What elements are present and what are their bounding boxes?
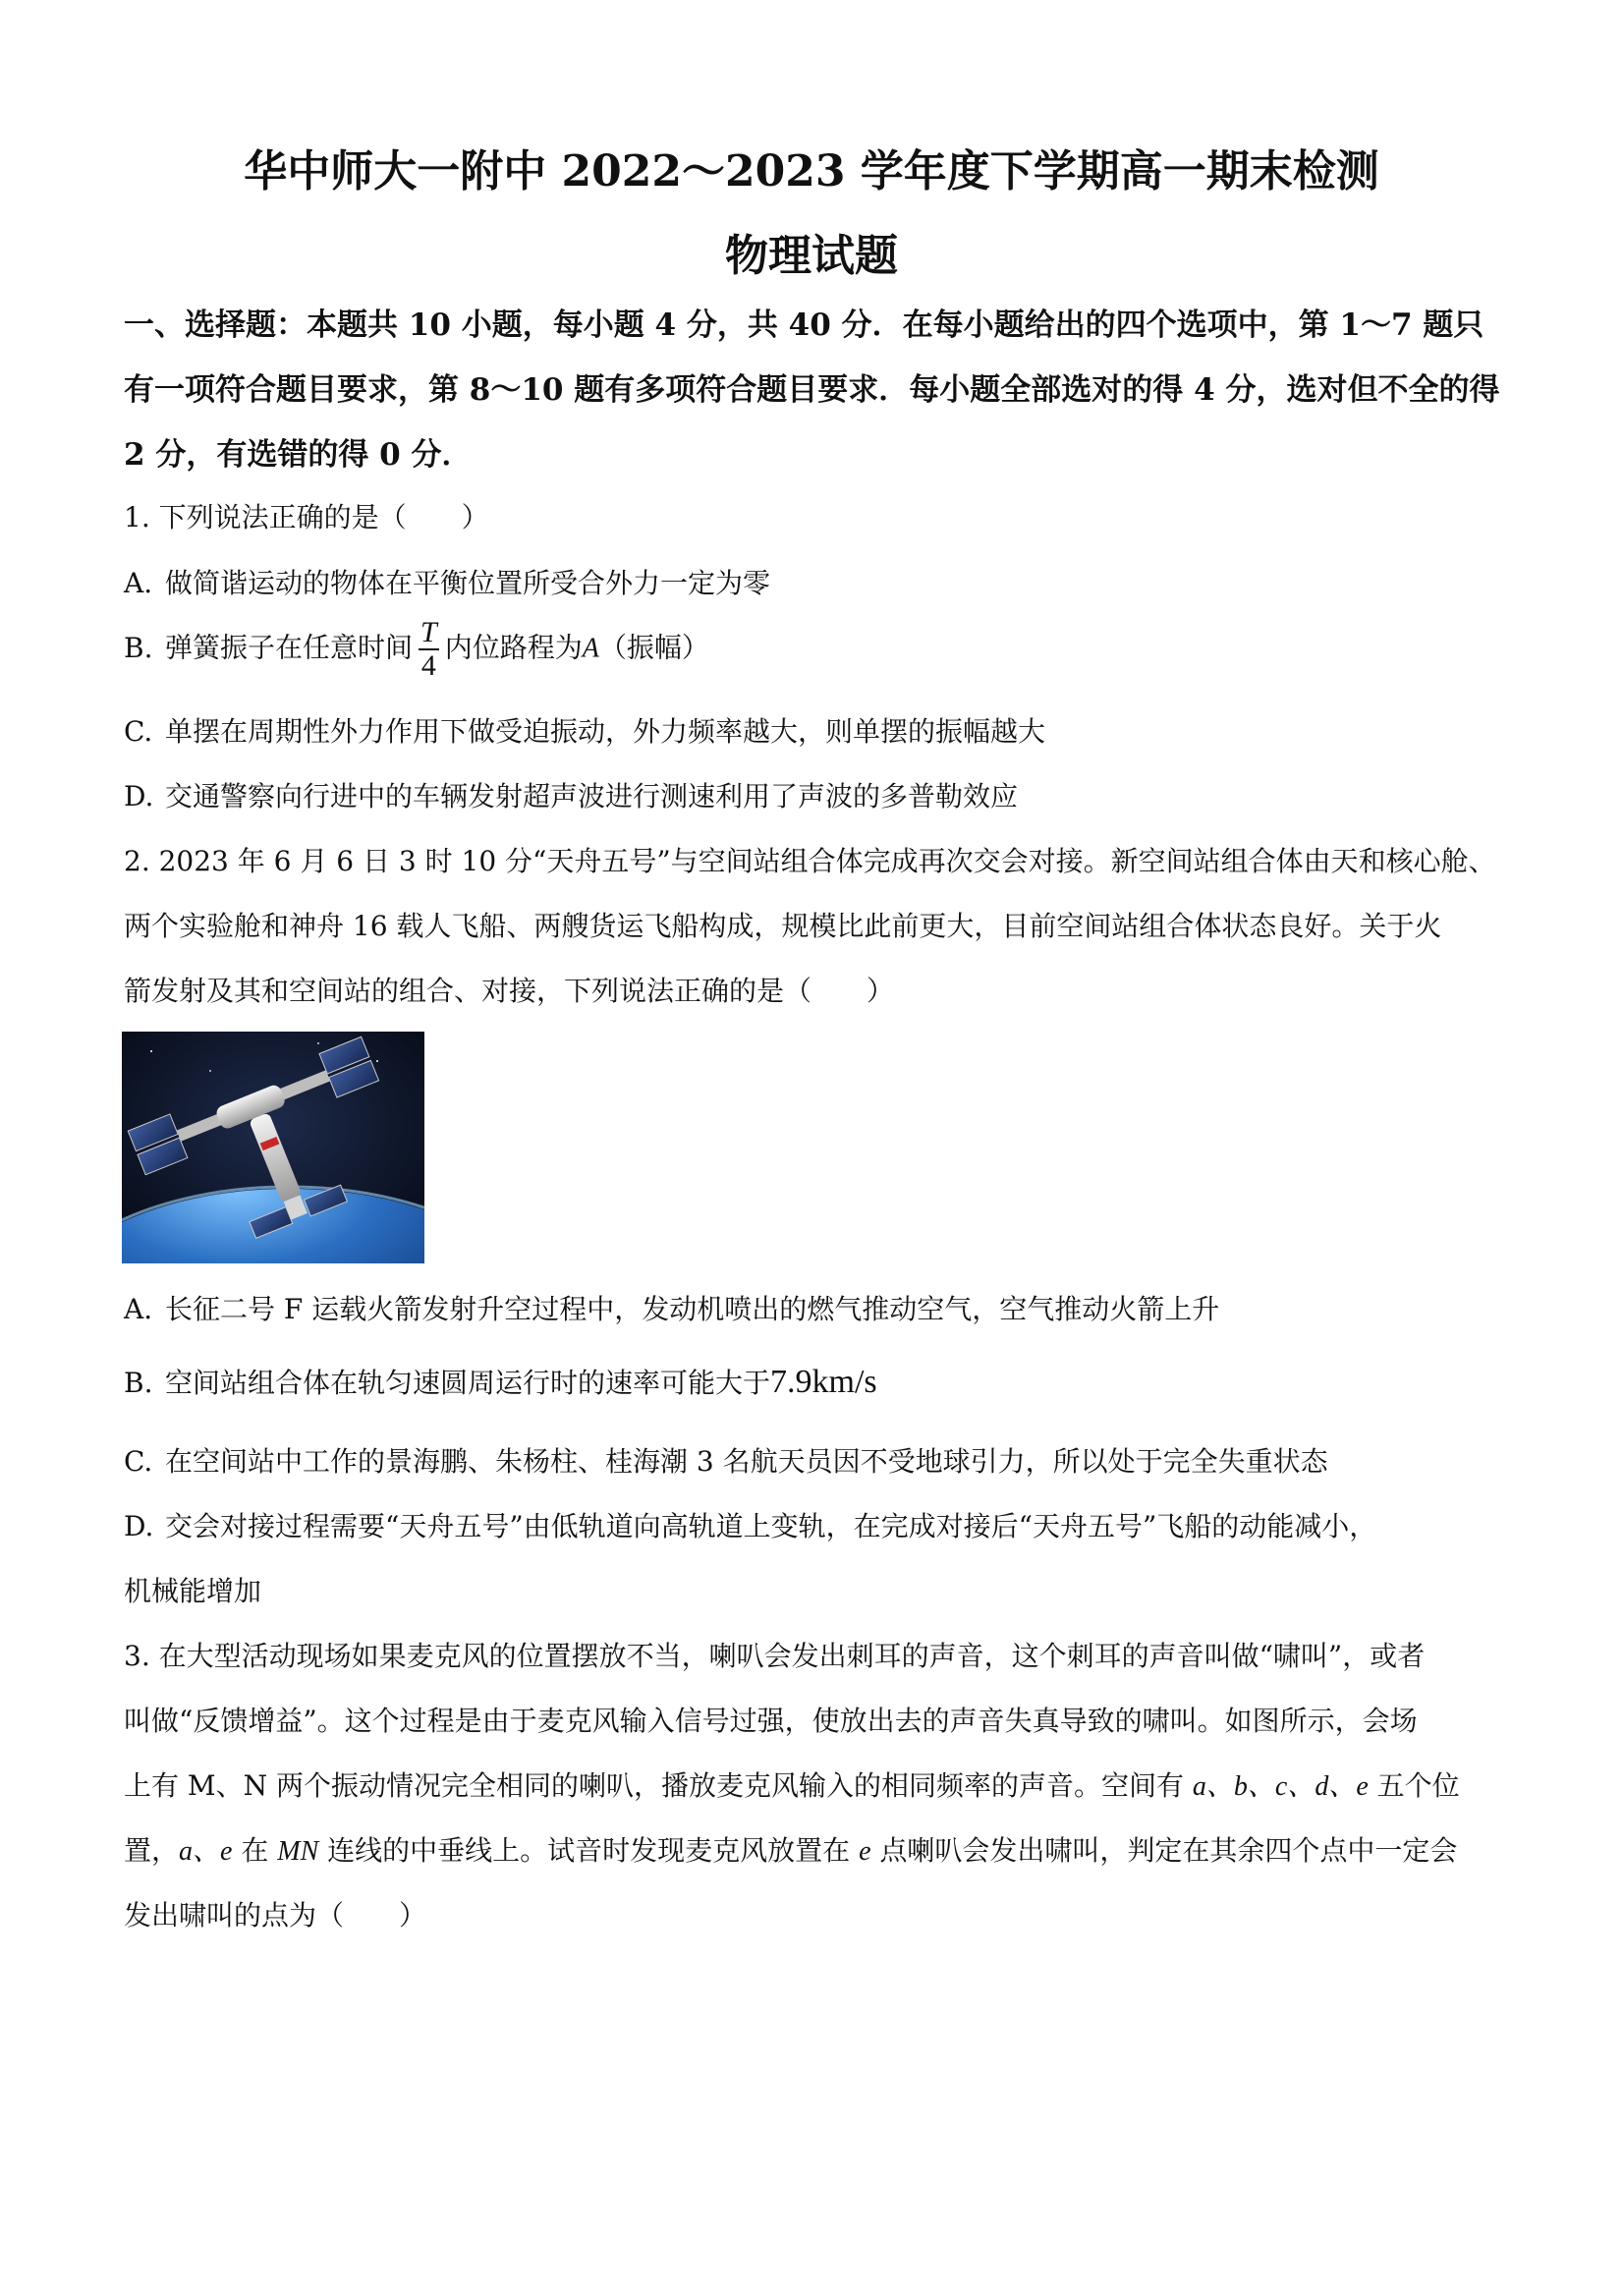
q2-option-a <box>124 1288 1509 1327</box>
q1-option-c-text: 单摆在周期性外力作用下做受迫振动，外力频率越大，则单摆的振幅越大 <box>165 715 1046 748</box>
option-label: D. <box>124 1510 154 1542</box>
space-station-illustration <box>122 1032 424 1263</box>
q2-stem-line1: 2. 2023 年 6 月 6 日 3 时 10 分“天舟五号”与空间站组合体完成再次交会对接。新空间站组合体由天和核心舱、 <box>124 845 1496 877</box>
option-label: C. <box>124 715 153 748</box>
q1-option-a <box>124 562 1509 601</box>
q3-line4-text-c: 连线的中垂线上。试音时发现麦克风放置在 <box>318 1834 860 1867</box>
q3-stem-line1: 3. 在大型活动现场如果麦克风的位置摆放不当，喇叭会发出刺耳的声音，这个刺耳的声音叫做“啸叫”，或者 <box>124 1640 1426 1672</box>
q1-option-b-tail: （振幅） <box>598 631 709 664</box>
q2-option-c-text: 在空间站中工作的景海鹏、朱杨柱、桂海潮 3 名航天员因不受地球引力，所以处于完全失重状态 <box>165 1445 1328 1478</box>
q2-stem-line3: 箭发射及其和空间站的组合、对接，下列说法正确的是（ ） <box>124 975 895 1007</box>
q2-option-a-text: 长征二号 F 运载火箭发射升空过程中，发动机喷出的燃气推动空气，空气推动火箭上升 <box>165 1293 1220 1325</box>
amplitude-variable: A <box>582 633 599 664</box>
fraction-t-over-4 <box>419 617 439 682</box>
q2-stem-line2: 两个实验舱和神舟 16 载人飞船、两艘货运飞船构成，规模比此前更大，目前空间站组合体状态良好。关于火 <box>124 910 1442 942</box>
q3-line3-text-a: 上有 M、N 两个振动情况完全相同的喇叭，播放麦克风输入的相同频率的声音。空间有 <box>124 1769 1193 1802</box>
q3-line4-text-d: 点喇叭会发出啸叫，判定在其余四个点中一定会 <box>870 1834 1458 1867</box>
section-instructions: 一、选择题：本题共 10 小题，每小题 4 分，共 40 分．在每小题给出的四个选项中，第 1～7 题只有一项符合题目要求，第 8～10 题有多项符合题目要求．每小题全部选对的得 4 分，选对但不全的得 2 分，有选错的得 0 分． <box>124 308 1500 473</box>
q1-option-b <box>124 617 1509 682</box>
q3-line4-text-a: 置， <box>124 1834 180 1867</box>
q3-segment-mn: MN <box>277 1836 319 1867</box>
q1-option-a-text: 做简谐运动的物体在平衡位置所受合外力一定为零 <box>165 567 771 599</box>
option-label: A. <box>124 1293 153 1325</box>
first-cosmic-velocity: 7.9km/s <box>770 1364 877 1400</box>
q3-line4-text-b: 在 <box>232 1834 278 1867</box>
fraction-numerator: T <box>420 616 437 648</box>
q3-stem-line3 <box>124 1764 1509 1804</box>
q2-option-d-line1 <box>124 1505 1509 1544</box>
option-label: B. <box>124 1367 153 1399</box>
q3-stem-line4 <box>124 1829 1509 1869</box>
option-label: D. <box>124 780 154 812</box>
q1-option-d <box>124 775 1509 814</box>
q2-option-c <box>124 1440 1509 1480</box>
option-label: B. <box>124 631 153 664</box>
q3-point-e: e <box>859 1836 871 1867</box>
q3-points-ae: a、e <box>179 1836 233 1867</box>
q3-position-variables: a、b、c、d、e <box>1192 1771 1369 1802</box>
exam-title: 华中师大一附中 2022～2023 学年度下学期高一期末检测 <box>244 146 1379 196</box>
option-label: A. <box>124 567 153 599</box>
q1-option-b-text-after: 内位路程为 <box>444 631 583 664</box>
q2-option-d-line2: 机械能增加 <box>124 1575 262 1607</box>
q2-option-b-text: 空间站组合体在轨匀速圆周运行时的速率可能大于 <box>165 1367 771 1399</box>
q1-option-d-text: 交通警察向行进中的车辆发射超声波进行测速利用了声波的多普勒效应 <box>165 780 1019 812</box>
q3-stem-line2: 叫做“反馈增益”。这个过程是由于麦克风输入信号过强，使放出去的声音失真导致的啸叫。如图所示，会场 <box>124 1705 1418 1737</box>
fraction-denominator: 4 <box>420 649 436 682</box>
option-label: C. <box>124 1445 153 1478</box>
q1-stem: 1. 下列说法正确的是（ ） <box>124 501 489 533</box>
q2-option-b <box>124 1362 1509 1401</box>
exam-subject-title: 物理试题 <box>725 231 898 281</box>
space-station-image <box>122 1032 424 1263</box>
q1-option-c <box>124 710 1509 750</box>
q2-option-d-text: 交会对接过程需要“天舟五号”由低轨道向高轨道上变轨，在完成对接后“天舟五号”飞船的动能减小， <box>165 1510 1377 1542</box>
q3-line3-text-b: 五个位 <box>1368 1769 1460 1802</box>
q3-stem-line5: 发出啸叫的点为（ ） <box>124 1899 427 1932</box>
q1-option-b-text-before: 弹簧振子在任意时间 <box>165 631 414 664</box>
